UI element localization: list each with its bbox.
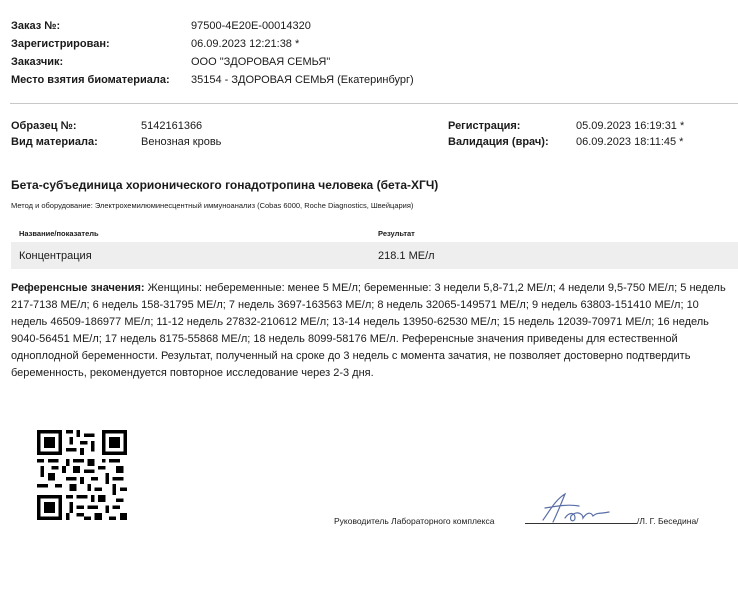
signature-icon <box>535 490 615 530</box>
signature-role: Руководитель Лабораторного комплекса <box>334 516 495 526</box>
test-title: Бета-субъединица хорионического гонадотропина человека (бета-ХГЧ) <box>11 178 439 192</box>
col-result-header: Результат <box>378 229 415 238</box>
result-row <box>11 242 738 269</box>
sample-value: 5142161366 <box>141 120 203 132</box>
material-label: Вид материала: <box>11 136 98 148</box>
customer-value: ООО "ЗДОРОВАЯ СЕМЬЯ" <box>191 56 331 68</box>
reference-paragraph <box>11 280 738 382</box>
registered-label: Зарегистрирован: <box>11 38 110 50</box>
order-label: Заказ №: <box>11 20 61 32</box>
signature-name: /Л. Г. Беседина/ <box>637 516 699 526</box>
qr-code-icon <box>37 430 127 520</box>
test-method: Метод и оборудование: Электрохемилюминесцентный иммуноанализ (Cobas 6000, Roche Diagnostics, Швейцария) <box>11 201 414 210</box>
sample-label: Образец №: <box>11 120 77 132</box>
result-row-value: 218.1 МЕ/л <box>378 250 435 262</box>
validation-value: 06.09.2023 18:11:45 * <box>576 136 684 148</box>
site-value: 35154 - ЗДОРОВАЯ СЕМЬЯ (Екатеринбург) <box>191 74 414 86</box>
customer-label: Заказчик: <box>11 56 64 68</box>
registered-value: 06.09.2023 12:21:38 * <box>191 38 300 50</box>
validation-label: Валидация (врач): <box>448 136 549 148</box>
registration-label: Регистрация: <box>448 120 521 132</box>
header-divider <box>10 103 738 104</box>
order-value: 97500-4E20E-00014320 <box>191 20 311 32</box>
reference-text: Женщины: небеременные: менее 5 МЕ/л; беременные: 3 недели 5,8-71,2 МЕ/л; 4 недели 9,5-750 МЕ/л; 5 недель 217-7138 МЕ/л; 6 недель 158-31795 МЕ/л; 7 недель 3697-163563 МЕ/л; 8 недель 32065-149571 МЕ/л; 9 недель 63803-151410 МЕ/л; 10 недель 46509-186977 МЕ/л; 11-12 недель 27832-210612 МЕ/л; 13-14 недель 13950-62530 МЕ/л; 15 недель 12039-70971 МЕ/л; 16 недель 9040-56451 МЕ/л; 17 недель 8175-55868 МЕ/л; 18 недель 8099-58176 МЕ/л. Референсные значения приведены для естественной одноплодной беременности. Результат, полученный на сроке до 3 недель с момента зачатия, не позволяет достоверно подтвердить беременность, рекомендуется повторное исследование через 2-3 дня. <box>11 282 726 379</box>
registration-value: 05.09.2023 16:19:31 * <box>576 120 685 132</box>
result-row-name: Концентрация <box>19 250 92 262</box>
site-label: Место взятия биоматериала: <box>11 74 170 86</box>
col-name-header: Название/показатель <box>19 229 99 238</box>
material-value: Венозная кровь <box>141 136 222 148</box>
reference-label: Референсные значения: <box>11 282 145 294</box>
